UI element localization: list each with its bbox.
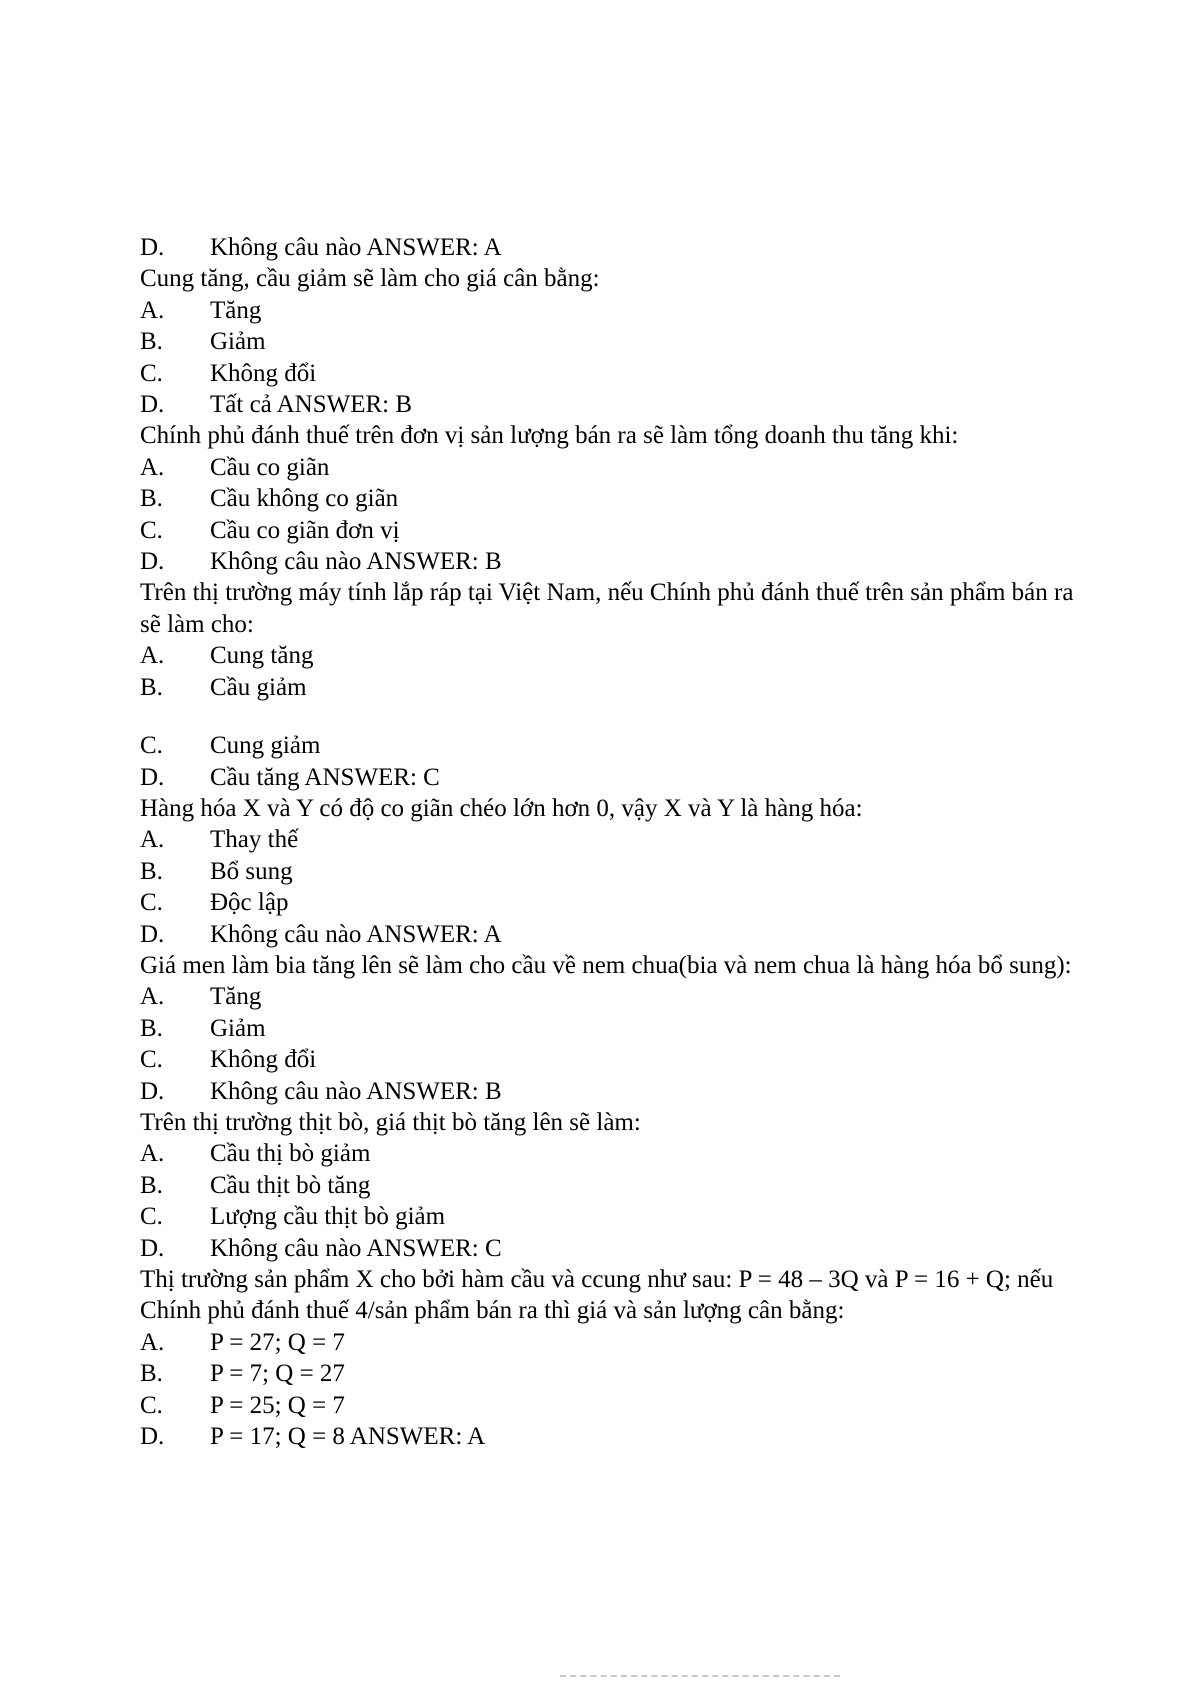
option-text: Lượng cầu thịt bò giảm: [210, 1203, 446, 1231]
option-b: [140, 1170, 1080, 1201]
option-text: Cầu co giãn: [210, 453, 330, 481]
option-text: Không câu nào ANSWER: B: [210, 548, 502, 576]
option-a: [140, 295, 1080, 326]
option-a: [140, 824, 1080, 855]
option-a: [140, 981, 1080, 1012]
option-letter: C.: [140, 732, 163, 760]
option-letter: D.: [140, 920, 165, 948]
option-a: [140, 640, 1080, 671]
option-letter: A.: [140, 296, 165, 324]
option-d: [140, 1233, 1080, 1264]
option-letter: C.: [140, 1203, 163, 1231]
option-c: [140, 1390, 1080, 1421]
option-a: [140, 452, 1080, 483]
option-c: [140, 1044, 1080, 1075]
option-letter: A.: [140, 826, 165, 854]
question-prompt: Trên thị trường máy tính lắp ráp tại Việt Nam, nếu Chính phủ đánh thuế trên sản phẩm bán ra sẽ làm cho:: [140, 579, 1074, 638]
option-c: [140, 887, 1080, 918]
option-letter: B.: [140, 1360, 163, 1388]
option-letter: D.: [140, 548, 165, 576]
question-prompt: Giá men làm bia tăng lên sẽ làm cho cầu về nem chua(bia và nem chua là hàng hóa bổ sung):: [140, 951, 1072, 979]
option-d: [140, 389, 1080, 420]
option-letter: D.: [140, 1077, 165, 1105]
option-text: Cầu co giãn đơn vị: [210, 516, 400, 544]
option-letter: D.: [140, 234, 165, 261]
option-b: [140, 856, 1080, 887]
option-letter: C.: [140, 889, 163, 917]
option-text: Không câu nào ANSWER: A: [210, 920, 502, 948]
option-letter: B.: [140, 1171, 163, 1199]
option-d: [140, 762, 1080, 793]
option-text: P = 7; Q = 27: [210, 1360, 345, 1388]
option-text: Độc lập: [210, 889, 289, 917]
option-letter: A.: [140, 1328, 165, 1356]
option-text: Giảm: [210, 328, 266, 356]
option-d: [140, 546, 1080, 577]
question-prompt: Hàng hóa X và Y có độ co giãn chéo lớn hơn 0, vậy X và Y là hàng hóa:: [140, 794, 863, 822]
option-letter: B.: [140, 673, 163, 701]
question-prompt: Thị trường sản phẩm X cho bởi hàm cầu và ccung như sau: P = 48 – 3Q và P = 16 + Q; nếu Chính phủ đánh thuế 4/sản phẩm bán ra thì giá và sản lượng cân bằng:: [140, 1266, 1054, 1325]
option-text: Cầu thịt bò tăng: [210, 1171, 371, 1199]
option-letter: C.: [140, 359, 163, 387]
option-b: [140, 326, 1080, 357]
question-prompt: Cung tăng, cầu giảm sẽ làm cho giá cân bằng:: [140, 265, 600, 293]
option-text: Không câu nào ANSWER: C: [210, 1234, 502, 1262]
option-text: Giảm: [210, 1014, 266, 1042]
page-break-gap: [140, 703, 1080, 730]
option-text: Không đổi: [210, 1046, 317, 1074]
option-text: Thay thế: [210, 826, 299, 854]
option-letter: D.: [140, 763, 165, 791]
option-b: [140, 1013, 1080, 1044]
option-text: P = 17; Q = 8 ANSWER: A: [210, 1423, 486, 1451]
option-text: P = 27; Q = 7: [210, 1328, 345, 1356]
option-letter: C.: [140, 516, 163, 544]
option-letter: D.: [140, 1234, 165, 1262]
option-c: [140, 730, 1080, 761]
option-letter: A.: [140, 642, 165, 670]
option-letter: B.: [140, 328, 163, 356]
option-text: Tăng: [210, 296, 262, 324]
question-prompt: Trên thị trường thịt bò, giá thịt bò tăng lên sẽ làm:: [140, 1108, 641, 1136]
quiz-content: [140, 232, 1080, 1452]
option-b: [140, 1358, 1080, 1389]
option-text: Không câu nào ANSWER: B: [210, 1077, 502, 1105]
option-a: [140, 1138, 1080, 1169]
question-prompt: Chính phủ đánh thuế trên đơn vị sản lượng bán ra sẽ làm tổng doanh thu tăng khi:: [140, 422, 959, 450]
option-b: [140, 483, 1080, 514]
option-text: Cầu tăng ANSWER: C: [210, 763, 440, 791]
option-letter: C.: [140, 1046, 163, 1074]
option-c: [140, 515, 1080, 546]
option-text: Cung tăng: [210, 642, 314, 670]
option-c: [140, 1201, 1080, 1232]
option-text: P = 25; Q = 7: [210, 1391, 345, 1419]
option-letter: A.: [140, 983, 165, 1011]
option-letter: A.: [140, 1140, 165, 1168]
option-letter: B.: [140, 485, 163, 513]
leading-option: [140, 232, 1080, 263]
option-text: Cầu giảm: [210, 673, 307, 701]
option-c: [140, 358, 1080, 389]
option-text: Tăng: [210, 983, 262, 1011]
option-d: [140, 919, 1080, 950]
option-text: Cầu không co giãn: [210, 485, 399, 513]
footer-divider: [560, 1675, 840, 1677]
option-text: Bổ sung: [210, 857, 293, 885]
option-letter: A.: [140, 453, 165, 481]
option-text: Không đổi: [210, 359, 317, 387]
option-a: [140, 1327, 1080, 1358]
option-letter: C.: [140, 1391, 163, 1419]
option-text: Cung giảm: [210, 732, 321, 760]
option-text: Tất cả ANSWER: B: [210, 391, 413, 419]
option-letter: B.: [140, 1014, 163, 1042]
option-d: [140, 1421, 1080, 1452]
option-letter: D.: [140, 1423, 165, 1451]
option-d: [140, 1076, 1080, 1107]
option-letter: B.: [140, 857, 163, 885]
option-text: Cầu thị bò giảm: [210, 1140, 371, 1168]
option-text: Không câu nào ANSWER: A: [210, 234, 502, 261]
option-b: [140, 672, 1080, 703]
option-letter: D.: [140, 391, 165, 419]
